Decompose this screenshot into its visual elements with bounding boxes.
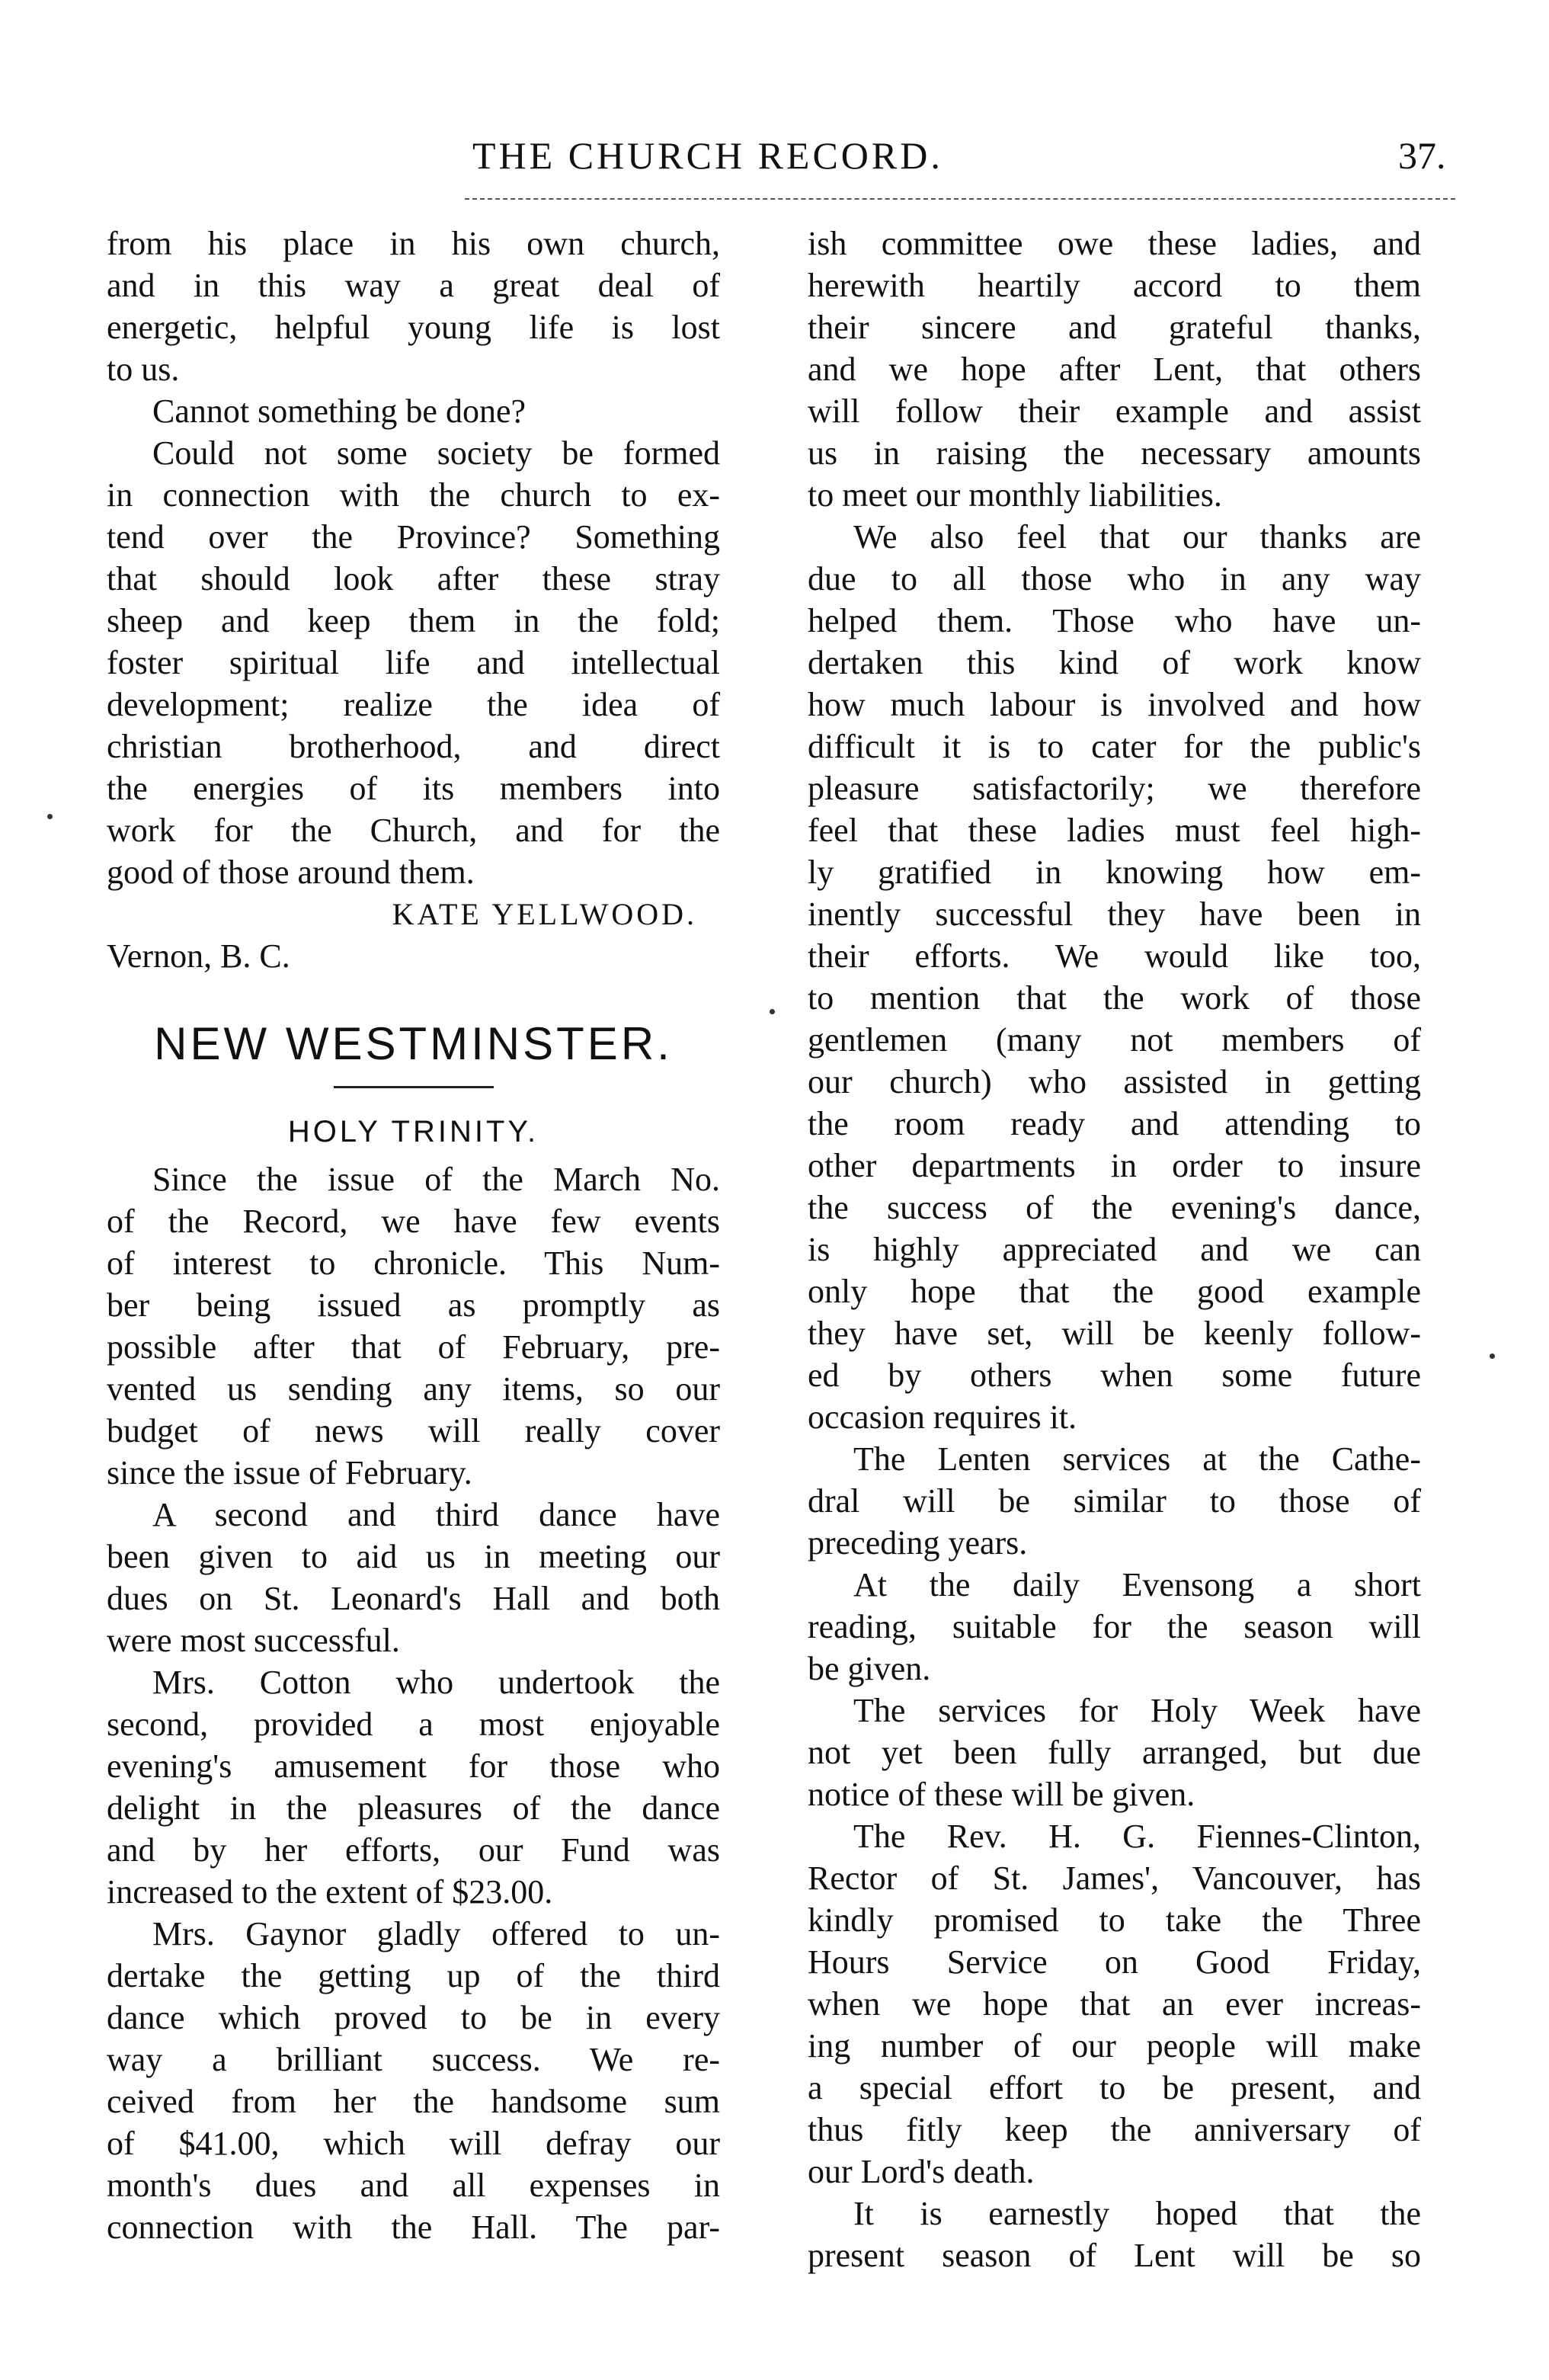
text-line: of interest to chronicle. This Num- (107, 1244, 720, 1282)
paragraph (107, 1158, 720, 1494)
author-signature: KATE YELLWOOD. (392, 897, 697, 931)
text-line: energetic, helpful young life is lost (107, 309, 720, 346)
page-header (0, 133, 1549, 187)
text-line: not yet been fully arranged, but due (808, 1734, 1421, 1771)
text-line: ed by others when some future (808, 1357, 1421, 1394)
text-line: preceding years. (808, 1524, 1028, 1562)
stray-dot-center (770, 1009, 775, 1014)
text-line: a special effort to be present, and (808, 2069, 1421, 2106)
text-line: Hours Service on Good Friday, (808, 1943, 1421, 1981)
stray-dot-left (47, 814, 53, 819)
text-line: foster spiritual life and intellectual (107, 644, 720, 681)
paragraph (808, 2193, 1421, 2276)
stray-dot-right (1490, 1353, 1495, 1359)
text-line: and we hope after Lent, that others (808, 351, 1421, 388)
text-line: due to all those who in any way (808, 560, 1421, 597)
sub-heading: HOLY TRINITY. (287, 1115, 539, 1148)
text-line: only hope that the good example (808, 1273, 1421, 1310)
text-line: It is earnestly hoped that the (853, 2195, 1421, 2232)
text-line: gentlemen (many not members of (808, 1021, 1421, 1059)
text-line: development; realize the idea of (107, 686, 720, 723)
text-line: present season of Lent will be so (808, 2237, 1421, 2274)
text-line: difficult it is to cater for the public's (808, 728, 1421, 765)
text-line: Rector of St. James', Vancouver, has (808, 1859, 1421, 1897)
text-line: kindly promised to take the Three (808, 1901, 1421, 1939)
header-rule (465, 198, 1455, 200)
paragraph (107, 390, 720, 432)
text-line: ish committee owe these ladies, and (808, 225, 1421, 262)
text-line: A second and third dance have (152, 1496, 720, 1533)
text-line: We also feel that our thanks are (853, 518, 1421, 556)
text-line: ceived from her the handsome sum (107, 2083, 720, 2120)
text-line: dral will be similar to those of (808, 1482, 1421, 1520)
text-line: evening's amusement for those who (107, 1747, 720, 1785)
text-line: of the Record, we have few events (107, 1203, 720, 1240)
text-line: our Lord's death. (808, 2153, 1035, 2190)
paragraph (107, 1494, 720, 1661)
text-line: the success of the evening's dance, (808, 1189, 1421, 1226)
text-line: way a brilliant success. We re- (107, 2041, 720, 2078)
text-line: us in raising the necessary amounts (808, 434, 1421, 472)
text-line: occasion requires it. (808, 1398, 1077, 1436)
text-line: christian brotherhood, and direct (107, 728, 720, 765)
text-line: month's dues and all expenses in (107, 2167, 720, 2204)
text-line: since the issue of February. (107, 1454, 472, 1491)
spacer (107, 977, 720, 1007)
paragraph (808, 223, 1421, 516)
text-line: from his place in his own church, (107, 225, 720, 262)
text-line: ber being issued as promptly as (107, 1286, 720, 1324)
text-line: to mention that the work of those (808, 979, 1421, 1017)
text-line: of $41.00, which will defray our (107, 2125, 720, 2162)
text-line: feel that these ladies must feel high- (808, 812, 1421, 849)
text-line: tend over the Province? Something (107, 518, 720, 556)
text-line: our church) who assisted in getting (808, 1063, 1421, 1100)
paragraph (107, 1661, 720, 1913)
text-line: and in this way a great deal of (107, 267, 720, 304)
text-line: pleasure satisfactorily; we therefore (808, 770, 1421, 807)
text-line: Cannot something be done? (152, 392, 526, 430)
text-line: other departments in order to insure (808, 1147, 1421, 1184)
text-line: herewith heartily accord to them (808, 267, 1421, 304)
text-line: notice of these will be given. (808, 1776, 1195, 1813)
text-line: Could not some society be formed (152, 434, 720, 472)
text-line: possible after that of February, pre- (107, 1328, 720, 1366)
text-line: is highly appreciated and we can (808, 1231, 1421, 1268)
text-line: connection with the Hall. The par- (107, 2209, 720, 2246)
paragraph (107, 432, 720, 893)
text-line: that should look after these stray (107, 560, 720, 597)
text-line: their sincere and grateful thanks, (808, 309, 1421, 346)
left-column (107, 223, 720, 2248)
text-line: ing number of our people will make (808, 2027, 1421, 2064)
text-line: The services for Holy Week have (853, 1692, 1421, 1729)
text-line: Mrs. Cotton who undertook the (152, 1664, 720, 1701)
text-line: Since the issue of the March No. (152, 1161, 720, 1198)
text-line: to us. (107, 351, 180, 388)
heading-rule (334, 1086, 494, 1088)
text-line: sheep and keep them in the fold; (107, 602, 720, 639)
text-line: be given. (808, 1650, 931, 1687)
text-line: The Rev. H. G. Fiennes-Clinton, (853, 1818, 1421, 1855)
text-line: dertake the getting up of the third (107, 1957, 720, 1994)
text-line: in connection with the church to ex- (107, 476, 720, 514)
text-line: budget of news will really cover (107, 1412, 720, 1449)
text-line: good of those around them. (107, 854, 475, 891)
text-line: helped them. Those who have un- (808, 602, 1421, 639)
text-line: inently successful they have been in (808, 895, 1421, 933)
text-line: will follow their example and assist (808, 392, 1421, 430)
running-title: THE CHURCH RECORD. (472, 134, 943, 177)
section-heading: NEW WESTMINSTER. (154, 1018, 673, 1069)
text-line: At the daily Evensong a short (853, 1566, 1421, 1603)
text-line: to meet our monthly liabilities. (808, 476, 1222, 514)
right-column (808, 223, 1421, 2276)
text-line: delight in the pleasures of the dance (107, 1789, 720, 1827)
text-line: been given to aid us in meeting our (107, 1538, 720, 1575)
text-line: reading, suitable for the season will (808, 1608, 1421, 1645)
text-line: dertaken this kind of work know (808, 644, 1421, 681)
text-line: thus fitly keep the anniversary of (808, 2111, 1421, 2148)
text-line: how much labour is involved and how (808, 686, 1421, 723)
text-line: the room ready and attending to (808, 1105, 1421, 1142)
text-line: ly gratified in knowing how em- (808, 854, 1421, 891)
text-line: their efforts. We would like too, (808, 937, 1421, 975)
paragraph (107, 1913, 720, 2248)
paragraph (107, 223, 720, 390)
text-line: second, provided a most enjoyable (107, 1706, 720, 1743)
text-line: dues on St. Leonard's Hall and both (107, 1580, 720, 1617)
author-place: Vernon, B. C. (107, 937, 290, 975)
text-line: they have set, will be keenly follow- (808, 1315, 1421, 1352)
text-line: increased to the extent of $23.00. (107, 1873, 553, 1911)
page-number: 37. (1398, 134, 1446, 177)
paragraph (808, 1815, 1421, 2193)
text-line: Mrs. Gaynor gladly offered to un- (152, 1915, 720, 1952)
text-line: work for the Church, and for the (107, 812, 720, 849)
text-line: the energies of its members into (107, 770, 720, 807)
paragraph (808, 1564, 1421, 1690)
text-line: and by her efforts, our Fund was (107, 1831, 720, 1869)
text-line: when we hope that an ever increas- (808, 1985, 1421, 2023)
paragraph (808, 1438, 1421, 1564)
paragraph (808, 1690, 1421, 1815)
text-line: dance which proved to be in every (107, 1999, 720, 2036)
text-line: vented us sending any items, so our (107, 1370, 720, 1408)
text-line: The Lenten services at the Cathe- (853, 1440, 1421, 1478)
text-line: were most successful. (107, 1622, 400, 1659)
paragraph (808, 516, 1421, 1438)
